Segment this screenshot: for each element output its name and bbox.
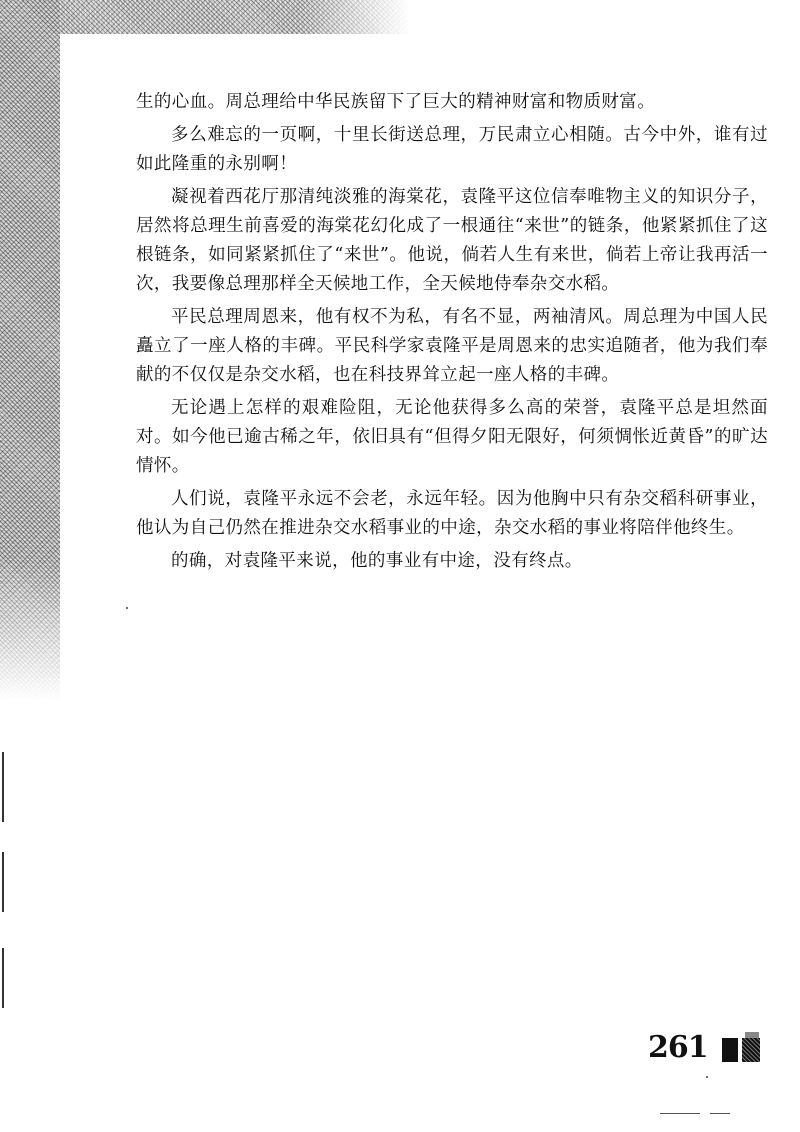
scan-speck	[706, 1076, 708, 1078]
page-number-block	[722, 1038, 738, 1062]
paragraph: 无论遇上怎样的艰难险阻，无论他获得多么高的荣誉，袁隆平总是坦然面对。如今他已逾古稀之年，依旧具有“但得夕阳无限好，何须惆怅近黄昏”的旷达情怀。	[136, 398, 768, 476]
paragraph: 的确，对袁隆平来说，他的事业有中途，没有终点。	[171, 551, 583, 571]
page-number: 261	[648, 1030, 708, 1065]
footer-rule	[660, 1113, 700, 1114]
scan-noise-left-fade	[0, 560, 60, 700]
body-text	[136, 88, 768, 580]
paragraph: 生的心血。周总理给中华民族留下了巨大的精神财富和物质财富。	[136, 92, 656, 112]
scan-edge-line	[2, 948, 4, 1008]
footer-rule	[710, 1113, 730, 1114]
scan-speck	[126, 607, 128, 609]
paragraph: 平民总理周恩来，他有权不为私，有名不显，两袖清风。周总理为中国人民矗立了一座人格的丰碑。平民科学家袁隆平是周恩来的忠实追随者，他为我们奉献的不仅仅是杂交水稻，也在科技界耸立起一座人格的丰碑。	[136, 307, 768, 385]
page-number-block	[742, 1038, 760, 1062]
paragraph: 多么难忘的一页啊，十里长街送总理，万民肃立心相随。古今中外，谁有过如此隆重的永别啊！	[136, 125, 768, 174]
page-number-block	[745, 1032, 759, 1038]
scan-noise-top-fade	[300, 0, 410, 34]
scan-edge-line	[2, 852, 4, 912]
scan-edge-line	[2, 752, 4, 822]
paragraph: 人们说，袁隆平永远不会老，永远年轻。因为他胸中只有杂交稻科研事业，他认为自己仍然在推进杂交水稻事业的中途，杂交水稻的事业将陪伴他终生。	[136, 489, 768, 538]
paragraph: 凝视着西花厅那清纯淡雅的海棠花，袁隆平这位信奉唯物主义的知识分子，居然将总理生前喜爱的海棠花幻化成了一根通往“来世”的链条，他紧紧抓住了这根链条，如同紧紧抓住了“来世”。他说，倘若人生有来世，倘若上帝让我再活一次，我要像总理那样全天候地工作，全天候地侍奉杂交水稻。	[136, 187, 768, 294]
